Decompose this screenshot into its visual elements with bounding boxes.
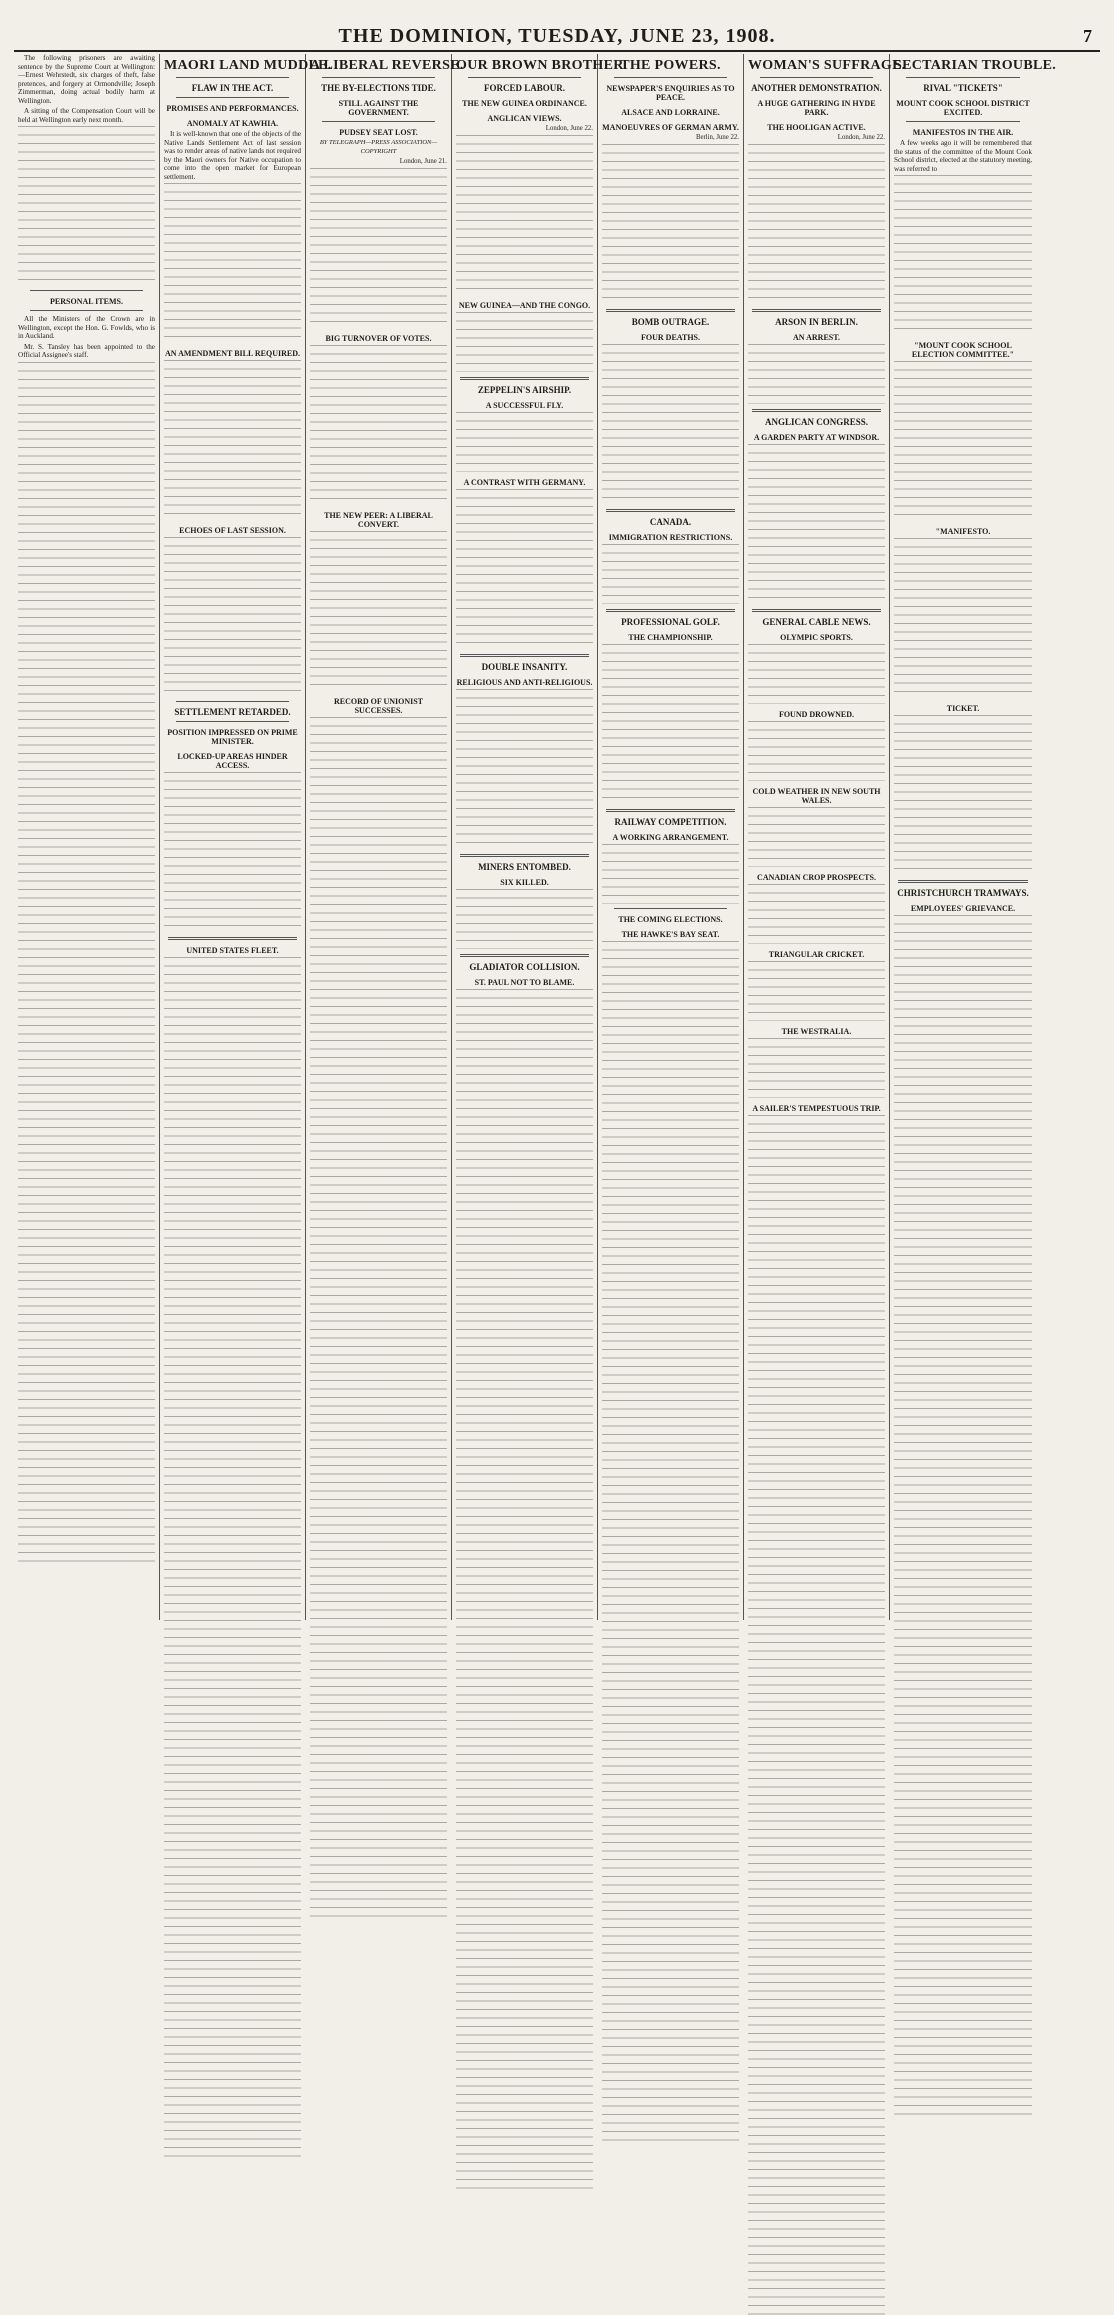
body-text-lines [748,444,885,604]
subheading: THE NEW GUINEA ORDINANCE. [462,99,587,108]
subheading: PROFESSIONAL GOLF. [621,616,720,627]
subheading: A HUGE GATHERING IN HYDE PARK. [757,99,876,117]
subheading: MOUNT COOK SCHOOL DISTRICT EXCITED. [896,99,1030,117]
subheading: FOUR DEATHS. [641,332,700,342]
body-text-lines [748,807,885,867]
body-text-lines [164,957,301,2157]
subheading: A SUCCESSFUL FLY. [485,400,564,410]
body-text-lines [310,168,447,328]
masthead-title: THE DOMINION, TUESDAY, JUNE 23, 1908. [338,25,776,47]
divider [614,77,727,78]
divider [606,309,735,312]
subheading: CANADIAN CROP PROSPECTS. [757,872,876,882]
divider [752,309,881,312]
column-3 [306,54,464,1620]
column-5 [598,54,744,1620]
subheading: FLAW IN THE ACT. [191,83,274,93]
subheading: "MOUNT COOK SCHOOL ELECTION COMMITTEE." [911,341,1015,359]
subheading: COLD WEATHER IN NEW SOUTH WALES. [752,786,881,805]
body-text-lines [456,689,593,849]
subheading: ARSON IN BERLIN. [775,316,858,327]
body-text-lines [894,538,1032,698]
body-text-lines [748,884,885,944]
divider [176,97,289,98]
body-text-lines [456,989,593,2189]
dateline: London, June 21. [399,158,447,165]
body-text-lines [748,344,885,404]
divider [468,77,581,78]
subheading: THE CHAMPIONSHIP. [628,632,713,642]
subheading: ALSACE AND LORRAINE. [621,108,720,117]
section-heading: PERSONAL ITEMS. [50,297,123,306]
divider [898,880,1028,883]
subheading: CANADA. [649,516,692,527]
body-text-lines [602,544,739,604]
divider [30,290,143,291]
subheading: GENERAL CABLE NEWS. [762,616,871,627]
wire-credit: BY TELEGRAPH—PRESS ASSOCIATION—COPYRIGHT [319,139,438,155]
subheading: ZEPPELIN'S AIRSHIP. [477,384,572,395]
headline: THE POWERS. [620,58,721,73]
subheading: LOCKED-UP AREAS HINDER ACCESS. [177,752,288,770]
subheading: RAILWAY COMPETITION. [614,816,727,827]
subheading: ANOMALY AT KAWHIA. [186,119,279,128]
divider [906,121,1020,122]
subheading: THE COMING ELECTIONS. [618,914,723,924]
article-text: All the Ministers of the Crown are in Wellington, except the Hon. G. Fowlds, who is in Auckland. [18,315,155,340]
body-text-lines [894,915,1032,2115]
subheading: EMPLOYEES' GRIEVANCE. [910,904,1016,913]
body-text-lines [894,361,1032,521]
subheading: "MANIFESTO. [935,527,991,536]
body-text-lines [456,312,593,372]
body-text-lines [456,489,593,649]
subheading: ANOTHER DEMONSTRATION. [751,83,882,93]
subheading: BOMB OUTRAGE. [631,316,710,327]
subheading: MINERS ENTOMBED. [478,861,571,872]
subheading: THE WESTRALIA. [781,1026,852,1036]
subheading: A SAILER'S TEMPESTUOUS TRIP. [752,1103,881,1113]
divider [752,409,881,412]
subheading: MANIFESTOS IN THE AIR. [912,128,1014,137]
body-text-lines [310,531,447,691]
body-text-lines [602,644,739,804]
body-text-lines [748,721,885,781]
divider [606,509,735,512]
subheading: BIG TURNOVER OF VOTES. [325,333,432,343]
body-text-lines [456,889,593,949]
body-text-lines [310,717,447,1917]
article-text: A sitting of the Compensation Court will be held at Wellington early next month. [18,107,155,124]
divider [176,77,289,78]
divider [460,654,589,657]
subheading: SETTLEMENT RETARDED. [174,707,291,717]
article-text: The following prisoners are awaiting sentence by the Supreme Court at Wellington:—Ernest Wehrstedt, six charges of theft, false pretences, and forgery at Ormondville; Joseph Zimmerman, doing actual bodily harm at Wellington. [18,54,155,105]
subheading: TICKET. [946,704,980,713]
divider [760,77,873,78]
subheading: FORCED LABOUR. [483,83,565,93]
body-text-lines [748,961,885,1021]
divider [460,954,589,957]
body-text-lines [748,144,885,304]
subheading: POSITION IMPRESSED ON PRIME MINISTER. [167,728,298,746]
divider [176,701,289,702]
body-text-lines [18,362,155,1562]
subheading: STILL AGAINST THE GOVERNMENT. [338,99,419,117]
subheading: PUDSEY SEAT LOST. [339,128,418,137]
divider [606,809,735,812]
subheading: A WORKING ARRANGEMENT. [612,832,729,842]
headline: SECTARIAN TROUBLE. [894,58,1057,73]
column-2 [160,54,332,1620]
subheading: THE NEW PEER: A LIBERAL CONVERT. [324,510,433,529]
body-text-lines [310,345,447,505]
subheading: GLADIATOR COLLISION. [469,961,580,972]
headline: A LIBERAL REVERSE. [310,58,464,73]
subheading: RECORD OF UNIONIST SUCCESSES. [333,696,424,715]
divider [322,121,435,122]
divider [176,721,289,722]
body-text-lines [164,360,301,520]
subheading: UNITED STATES FLEET. [186,946,279,955]
subheading: RIVAL "TICKETS" [923,83,1003,93]
divider [460,854,589,857]
headline: OUR BROWN BROTHER [456,58,624,73]
body-text-lines [894,715,1032,875]
subheading: OLYMPIC SPORTS. [780,632,853,642]
headline: WOMAN'S SUFFRAGE. [748,58,906,73]
subheading: SIX KILLED. [500,877,549,887]
subheading: THE BY-ELECTIONS TIDE. [321,83,436,93]
body-text-lines [164,183,301,343]
column-6 [744,54,906,1620]
body-text-lines [748,1038,885,1098]
divider [606,609,735,612]
body-text-lines [602,344,739,504]
dateline: London, June 22. [545,125,593,132]
subheading: TRIANGULAR CRICKET. [768,949,865,959]
article-text: Mr. S. Tansley has been appointed to the Official Assignee's staff. [18,342,155,359]
divider [168,937,297,940]
article-text: A few weeks ago it will be remembered that the status of the committee of the Mount Cook School district, elected at the statutory meeting, was referred to [894,139,1032,173]
columns [14,54,1100,1620]
divider [614,908,727,909]
column-7 [890,54,1057,1620]
column-1 [14,54,160,1620]
body-text-lines [602,941,739,2141]
subheading: A GARDEN PARTY AT WINDSOR. [753,432,880,442]
body-text-lines [748,644,885,704]
subheading: THE HAWKE'S BAY SEAT. [621,929,720,939]
body-text-lines [164,537,301,697]
subheading: DOUBLE INSANITY. [481,661,568,672]
masthead [14,22,1100,52]
divider [906,77,1020,78]
subheading: NEWSPAPER'S ENQUIRIES AS TO PEACE. [606,84,735,102]
body-text-lines [456,135,593,295]
subheading: ANGLICAN VIEWS. [487,114,562,123]
subheading: AN ARREST. [793,332,840,342]
subheading: NEW GUINEA—AND THE CONGO. [458,300,591,310]
body-text-lines [164,772,301,932]
subheading: MANOEUVRES OF GERMAN ARMY. [602,123,739,132]
subheading: THE HOOLIGAN ACTIVE. [767,123,866,132]
subheading: ANGLICAN CONGRESS. [764,416,869,427]
article-text: It is well-known that one of the objects of the Native Lands Settlement Act of last session was to render areas of native lands not required by the Maori owners for Native occupation to come into the open market for European settlement. [164,130,301,181]
subheading: FOUND DROWNED. [778,709,855,719]
divider [460,377,589,380]
body-text-lines [602,844,739,904]
subheading: IMMIGRATION RESTRICTIONS. [608,532,733,542]
page-number: 7 [1083,26,1092,46]
body-text-lines [748,1115,885,2315]
divider [30,310,143,311]
divider [752,609,881,612]
subheading: A CONTRAST WITH GERMANY. [463,477,586,487]
dateline: London, June 22. [837,134,885,141]
body-text-lines [602,144,739,304]
dateline: Berlin, June 22. [695,134,739,141]
subheading: ST. PAUL NOT TO BLAME. [474,977,575,987]
subheading: ECHOES OF LAST SESSION. [179,526,286,535]
divider [322,77,435,78]
headline: MAORI LAND MUDDLE. [164,58,332,73]
body-text-lines [456,412,593,472]
subheading: PROMISES AND PERFORMANCES. [166,104,299,113]
body-text-lines [894,175,1032,335]
body-text-lines [18,126,155,286]
subheading: AN AMENDMENT BILL REQUIRED. [165,349,300,358]
subheading: CHRISTCHURCH TRAMWAYS. [897,888,1029,898]
column-4 [452,54,624,1620]
subheading: RELIGIOUS AND ANTI-RELIGIOUS. [456,677,593,687]
